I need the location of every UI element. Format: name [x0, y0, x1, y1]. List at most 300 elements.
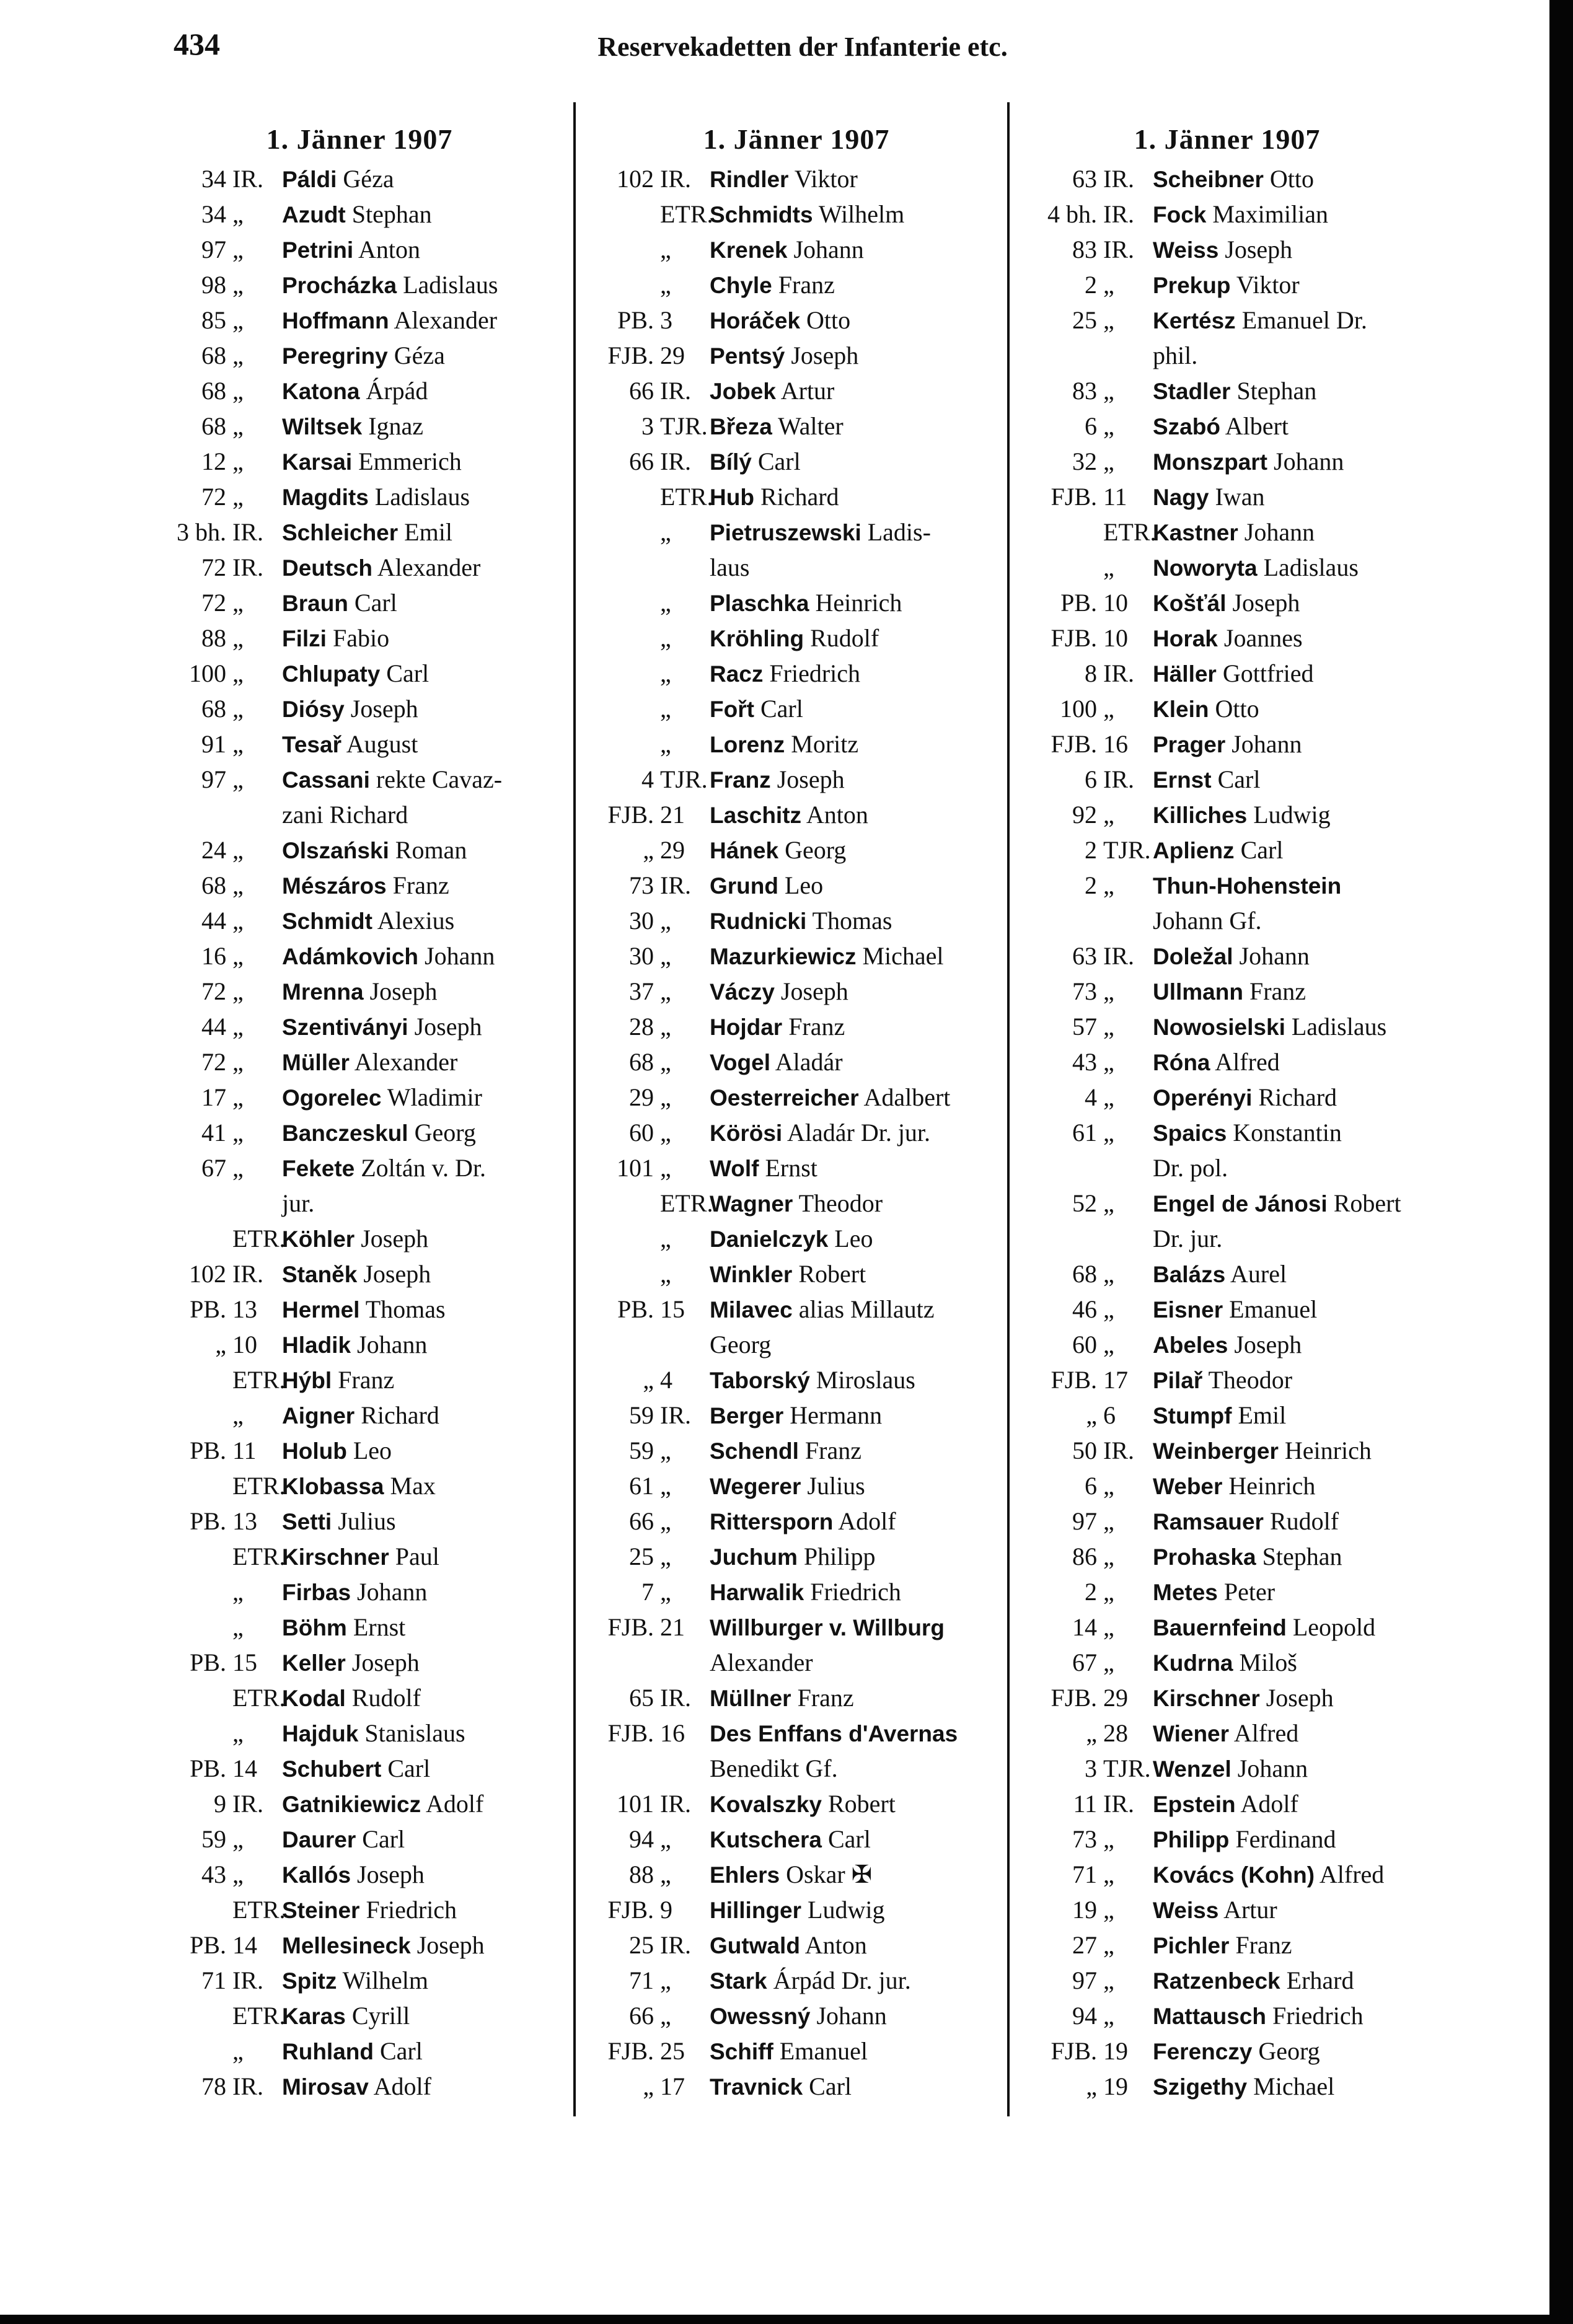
entry-number: 73 [1072, 977, 1097, 1005]
entry-unit: ETR. [660, 1189, 713, 1217]
entry-given-name: Carl [386, 659, 430, 687]
list-item [164, 1362, 555, 1397]
entry-number: 7 [641, 1578, 654, 1606]
entry-given-name: Carl [827, 1825, 871, 1853]
entry-name [710, 1009, 1001, 1044]
entry-given-name: Leo [784, 871, 824, 899]
entry-given-name: Joseph [350, 695, 418, 723]
entry-name [1153, 1221, 1432, 1256]
entry-unit: „ [1103, 1896, 1114, 1924]
entry-given-name: Otto [1215, 695, 1259, 723]
entry-unit: „ [1103, 1083, 1114, 1111]
entry-unit: „ [660, 1260, 671, 1288]
entry-unit [1103, 338, 1153, 373]
entry-surname: Kodal [282, 1686, 346, 1711]
entry-unit: IR. [1103, 1790, 1134, 1818]
entry-given-name: Julius [807, 1472, 865, 1500]
entry-number: 88 [629, 1860, 654, 1888]
entry-given-name: Rudolf [1269, 1507, 1339, 1535]
list-item [164, 1857, 555, 1892]
entry-given-name: Anton [804, 1931, 867, 1959]
entry-name [1153, 1080, 1432, 1115]
entry-number: 4 bh. [1047, 200, 1097, 228]
entry-number [1023, 1150, 1103, 1186]
list-item [592, 338, 1001, 373]
list-item [1023, 1998, 1432, 2033]
entry-given-name: Iwan [1215, 483, 1265, 511]
list-item [592, 1680, 1001, 1715]
entry-surname: Váczy [710, 979, 775, 1005]
entry-name [710, 903, 1001, 938]
entry-name [710, 373, 1001, 408]
entry-given-name: Leopold [1292, 1613, 1376, 1641]
entry-unit: 21 [660, 801, 685, 829]
entry-surname: Rittersporn [710, 1509, 834, 1534]
entry-number: „ [1086, 1719, 1097, 1747]
entry-name [710, 267, 1001, 302]
entry-number: 100 [189, 659, 226, 687]
entry-surname: Wegerer [710, 1474, 801, 1499]
entry-number: 2 [1085, 1578, 1097, 1606]
list-item [164, 868, 555, 903]
entry-name [1153, 1150, 1432, 1186]
list-item [592, 232, 1001, 267]
entry-surname: Grund [710, 873, 778, 899]
list-item [164, 1150, 555, 1186]
entry-surname: Weiss [1153, 1898, 1219, 1923]
entry-number [164, 1397, 232, 1433]
list-item [592, 302, 1001, 338]
entry-surname: Wagner [710, 1191, 793, 1217]
entry-given-name: Emanuel [779, 2037, 868, 2065]
entry-name [1153, 1715, 1432, 1751]
list-item [592, 1221, 1001, 1256]
entry-unit: 25 [660, 2037, 685, 2065]
entry-surname: Pentsý [710, 343, 785, 369]
entry-number [1023, 903, 1103, 938]
entry-surname: Ehlers [710, 1862, 780, 1888]
entry-unit: ETR. [1103, 518, 1157, 546]
entry-given-name: Aladár Dr. jur. [786, 1119, 931, 1147]
entry-name [282, 1256, 555, 1292]
list-item [1023, 2033, 1432, 2069]
entry-number [164, 1186, 232, 1221]
entry-surname: Fekete [282, 1156, 355, 1181]
list-item [1023, 938, 1432, 974]
entry-given-name: Richard [760, 483, 839, 511]
entry-surname: Holub [282, 1438, 347, 1464]
entry-surname: Franz [710, 767, 771, 793]
entry-name [710, 408, 1001, 444]
entry-number: 102 [617, 165, 654, 193]
entry-unit [660, 1327, 710, 1362]
entry-unit: ETR. [232, 1684, 286, 1712]
entry-number: 66 [629, 447, 654, 475]
entry-number: PB. [190, 1295, 226, 1323]
list-item [1023, 2069, 1432, 2104]
entry-unit: „ [1103, 1825, 1114, 1853]
entry-name [710, 1963, 1001, 1998]
entry-given-name: Joseph [363, 1260, 431, 1288]
entry-name [282, 938, 555, 974]
entry-given-name: phil. [1153, 341, 1198, 369]
entry-number: 101 [617, 1790, 654, 1818]
list-item [1023, 762, 1432, 797]
entry-name [1153, 479, 1432, 514]
entry-number: 17 [201, 1083, 226, 1111]
list-item [1023, 1115, 1432, 1150]
entry-unit: IR. [660, 165, 691, 193]
entry-surname: Mellesineck [282, 1933, 411, 1958]
entry-given-name: Cyrill [351, 2002, 410, 2030]
entry-surname: Gutwald [710, 1933, 800, 1958]
entry-name [1153, 1044, 1432, 1080]
list-item [164, 161, 555, 196]
entry-name [710, 550, 1001, 585]
entry-unit: IR. [1103, 659, 1134, 687]
entry-given-name: rekte Cavaz- [376, 765, 503, 793]
list-item [592, 1786, 1001, 1821]
entry-unit: „ [232, 447, 244, 475]
entry-given-name: Otto [806, 306, 851, 334]
entry-given-name: Anton [358, 235, 420, 263]
entry-name [710, 1857, 1001, 1892]
entry-number: 11 [1073, 1790, 1097, 1818]
entry-number: 73 [1072, 1825, 1097, 1853]
entry-unit: „ [1103, 1543, 1114, 1570]
entry-unit: „ [1103, 1260, 1114, 1288]
entry-surname: Gatnikiewicz [282, 1792, 421, 1817]
entry-given-name: Joseph [414, 1013, 482, 1041]
entry-given-name: Johann [1239, 942, 1310, 970]
list-item [164, 302, 555, 338]
entry-number [164, 1362, 232, 1397]
entry-unit: 14 [232, 1754, 257, 1782]
entry-surname: Firbas [282, 1580, 351, 1605]
entry-name [1153, 938, 1432, 974]
entry-given-name: Zoltán v. Dr. [361, 1154, 487, 1182]
list-item [592, 1503, 1001, 1539]
entry-number: 30 [629, 942, 654, 970]
entry-surname: Bauernfeind [1153, 1615, 1287, 1640]
list-item [592, 1292, 1001, 1327]
entry-number [592, 1186, 660, 1221]
entry-surname: Schendl [710, 1438, 799, 1464]
list-item [592, 691, 1001, 726]
entry-surname: Olszański [282, 838, 389, 863]
entry-given-name: Michael [1253, 2072, 1335, 2100]
entry-given-name: Rudolf [810, 624, 879, 652]
entry-name [282, 1821, 555, 1857]
list-item [1023, 1397, 1432, 1433]
column-heading: 1. Jänner 1907 [1134, 123, 1321, 155]
entry-given-name: Erhard [1286, 1966, 1354, 1994]
entry-number [592, 196, 660, 232]
entry-name [282, 1186, 555, 1221]
entry-number: 34 [201, 165, 226, 193]
entry-number: FJB. [607, 341, 654, 369]
entry-surname: Rudnicki [710, 909, 807, 934]
entry-given-name: Theodor [1208, 1366, 1293, 1394]
entry-unit: 29 [1103, 1684, 1128, 1712]
entry-name [710, 1362, 1001, 1397]
entry-name [282, 1327, 555, 1362]
entry-number [1023, 514, 1103, 550]
list-item [592, 479, 1001, 514]
entry-name [710, 2033, 1001, 2069]
entry-name [1153, 1397, 1432, 1433]
entry-number: FJB. [1051, 730, 1097, 758]
entry-number: 32 [1072, 447, 1097, 475]
entry-given-name: Thomas [812, 907, 892, 935]
entry-unit: „ [660, 235, 671, 263]
list-item [1023, 1503, 1432, 1539]
entry-number: PB. [617, 1295, 654, 1323]
entry-number: 72 [201, 589, 226, 617]
entry-unit: „ [1103, 1048, 1114, 1076]
list-item [592, 868, 1001, 903]
entry-given-name: Heinrich [1284, 1437, 1372, 1464]
list-item [592, 903, 1001, 938]
entry-surname: Monszpart [1153, 449, 1267, 475]
entry-surname: Wiltsek [282, 414, 363, 439]
entry-unit: ETR. [660, 483, 713, 511]
list-item [592, 161, 1001, 196]
list-item [592, 373, 1001, 408]
entry-given-name: Rudolf [351, 1684, 421, 1712]
entry-surname: Klobassa [282, 1474, 384, 1499]
entry-given-name: Ladis- [867, 518, 931, 546]
entry-unit: „ [1103, 306, 1114, 334]
entry-number [164, 1892, 232, 1927]
entry-given-name: Georg [1258, 2037, 1320, 2065]
entry-name [710, 1150, 1001, 1186]
entry-given-name: Moritz [791, 730, 859, 758]
running-title: Reservekadetten der Infanterie etc. [597, 32, 1008, 62]
entry-name [710, 1292, 1001, 1327]
list-item [1023, 1963, 1432, 1998]
entry-given-name: Franz [788, 1013, 845, 1041]
entry-given-name: Thomas [365, 1295, 446, 1323]
entry-surname: Szabó [1153, 414, 1220, 439]
entry-name [1153, 1857, 1432, 1892]
entry-name [282, 1963, 555, 1998]
entry-given-name: Max [390, 1472, 436, 1500]
entry-surname: Müllner [710, 1686, 791, 1711]
entry-unit: „ [232, 1401, 244, 1429]
entry-unit: „ [1103, 553, 1114, 581]
entry-surname: Hermel [282, 1297, 360, 1323]
entry-number: 44 [201, 907, 226, 935]
entry-given-name: Franz [392, 871, 449, 899]
entry-given-name: Maximilian [1212, 200, 1328, 228]
entry-given-name: Heinrich [1228, 1472, 1316, 1500]
entry-number: 57 [1072, 1013, 1097, 1041]
entry-given-name: Joseph [361, 1225, 429, 1252]
entry-name [710, 479, 1001, 514]
entry-given-name: Georg [710, 1331, 772, 1358]
entry-given-name: Johann [1232, 730, 1302, 758]
entry-name [1153, 1362, 1432, 1397]
entry-unit: „ [1103, 1648, 1114, 1676]
entry-unit: „ [1103, 871, 1114, 899]
entry-surname: Owessný [710, 2004, 811, 2029]
entry-name [710, 1468, 1001, 1503]
list-item [164, 974, 555, 1009]
entry-surname: Nowosielski [1153, 1015, 1285, 1040]
entry-number: 3 [1085, 1754, 1097, 1782]
entry-surname: Wenzel [1153, 1756, 1232, 1782]
entry-surname: Aplienz [1153, 838, 1235, 863]
entry-name [710, 1751, 1001, 1786]
entry-unit: IR. [1103, 942, 1134, 970]
entry-name [282, 656, 555, 691]
entry-surname: Kallós [282, 1862, 351, 1888]
entry-given-name: Dr. pol. [1153, 1154, 1228, 1182]
entry-given-name: zani Richard [282, 801, 408, 829]
entry-name [710, 691, 1001, 726]
entry-surname: Páldi [282, 167, 337, 192]
entry-unit: „ [660, 1860, 671, 1888]
entry-given-name: Joseph [1232, 589, 1300, 617]
entry-unit: „ [660, 1437, 671, 1464]
entry-number: PB. [617, 306, 654, 334]
entry-number [592, 1751, 660, 1786]
entry-number: 72 [201, 1048, 226, 1076]
entry-name [282, 338, 555, 373]
entry-unit: 9 [660, 1896, 672, 1924]
entry-unit: „ [660, 589, 671, 617]
entry-number: „ [1086, 1401, 1097, 1429]
entry-surname: Kröhling [710, 626, 804, 651]
column-rule [573, 102, 576, 2116]
entry-name [282, 1044, 555, 1080]
entry-surname: Staněk [282, 1262, 358, 1287]
entry-number: 37 [629, 977, 654, 1005]
entry-given-name: Paul [395, 1543, 439, 1570]
entry-surname: Weber [1153, 1474, 1223, 1499]
entry-given-name: alias Millautz [798, 1295, 935, 1323]
entry-surname: Prohaska [1153, 1544, 1256, 1570]
list-item [1023, 1150, 1432, 1186]
scan-border-right [1549, 0, 1573, 2324]
entry-name [1153, 1574, 1432, 1609]
entry-unit: 15 [232, 1648, 257, 1676]
entry-unit: 16 [660, 1719, 685, 1747]
entry-number: 71 [629, 1966, 654, 1994]
entry-name [710, 444, 1001, 479]
entry-given-name: Aurel [1230, 1260, 1287, 1288]
entry-surname: Deutsch [282, 555, 372, 581]
entry-unit: 21 [660, 1613, 685, 1641]
entry-number [592, 1327, 660, 1362]
entry-unit: ETR. [232, 1543, 286, 1570]
list-item [164, 1503, 555, 1539]
entry-given-name: Joseph [351, 1648, 420, 1676]
list-item [1023, 232, 1432, 267]
entry-given-name: Julius [338, 1507, 396, 1535]
entry-surname: Steiner [282, 1898, 360, 1923]
entry-given-name: Franz [338, 1366, 395, 1394]
entry-name [710, 2069, 1001, 2104]
entry-unit: „ [660, 624, 671, 652]
entry-surname: Kovalszky [710, 1792, 822, 1817]
entry-given-name: Franz [797, 1684, 854, 1712]
list-item [1023, 267, 1432, 302]
entry-unit: TJR. [1103, 836, 1151, 864]
list-item [164, 1186, 555, 1221]
entry-unit: „ [232, 271, 244, 299]
entry-given-name: Joseph [369, 977, 438, 1005]
list-item [164, 1044, 555, 1080]
entry-unit: ETR. [232, 2002, 286, 2030]
entry-number [164, 1715, 232, 1751]
entry-number: PB. [190, 1648, 226, 1676]
entry-name [710, 938, 1001, 974]
entry-given-name: Philipp [803, 1543, 876, 1570]
entry-number: 2 [1085, 871, 1097, 899]
entry-given-name: Árpád Dr. jur. [773, 1966, 911, 1994]
entry-name [282, 550, 555, 585]
entry-number: PB. [190, 1931, 226, 1959]
entry-unit: IR. [660, 1684, 691, 1712]
entry-number: 2 [1085, 836, 1097, 864]
entry-given-name: Joannes [1223, 624, 1303, 652]
entry-name [1153, 267, 1432, 302]
entry-given-name: Artur [1223, 1896, 1277, 1924]
entry-name [282, 196, 555, 232]
list-item [592, 832, 1001, 868]
entry-number: 19 [1072, 1896, 1097, 1924]
entry-number: 29 [629, 1083, 654, 1111]
entry-given-name: Johann [357, 1578, 428, 1606]
entry-number: 66 [629, 377, 654, 405]
entry-name [710, 1786, 1001, 1821]
entry-surname: Setti [282, 1509, 332, 1534]
entry-name [1153, 1786, 1432, 1821]
entry-surname: Milavec [710, 1297, 793, 1323]
entry-name [282, 444, 555, 479]
entry-unit: „ [1103, 801, 1114, 829]
entry-unit: „ [660, 518, 671, 546]
entry-surname: Travnick [710, 2074, 803, 2100]
list-item [1023, 1080, 1432, 1115]
entry-unit: „ [232, 1719, 244, 1747]
list-item [1023, 1468, 1432, 1503]
entry-unit: „ [232, 1860, 244, 1888]
entry-surname: Ratzenbeck [1153, 1968, 1280, 1994]
entry-name [1153, 903, 1432, 938]
entry-given-name: Árpád [366, 377, 428, 405]
entry-given-name: Otto [1269, 165, 1315, 193]
entry-number: FJB. [1051, 1366, 1097, 1394]
entry-name [1153, 232, 1432, 267]
entry-unit: „ [1103, 1860, 1114, 1888]
list-item [592, 1927, 1001, 1963]
entry-unit: IR. [232, 1966, 263, 1994]
entry-number: 86 [1072, 1543, 1097, 1570]
entry-number: 28 [629, 1013, 654, 1041]
entry-surname: Noworyta [1153, 555, 1258, 581]
entry-number: „ [643, 836, 654, 864]
entry-unit: 17 [1103, 1366, 1128, 1394]
entry-number: PB. [190, 1507, 226, 1535]
entry-surname: Wiener [1153, 1721, 1230, 1746]
entry-surname: Procházka [282, 273, 397, 298]
entry-given-name: Fabio [332, 624, 390, 652]
entry-name [282, 267, 555, 302]
list-item [164, 196, 555, 232]
